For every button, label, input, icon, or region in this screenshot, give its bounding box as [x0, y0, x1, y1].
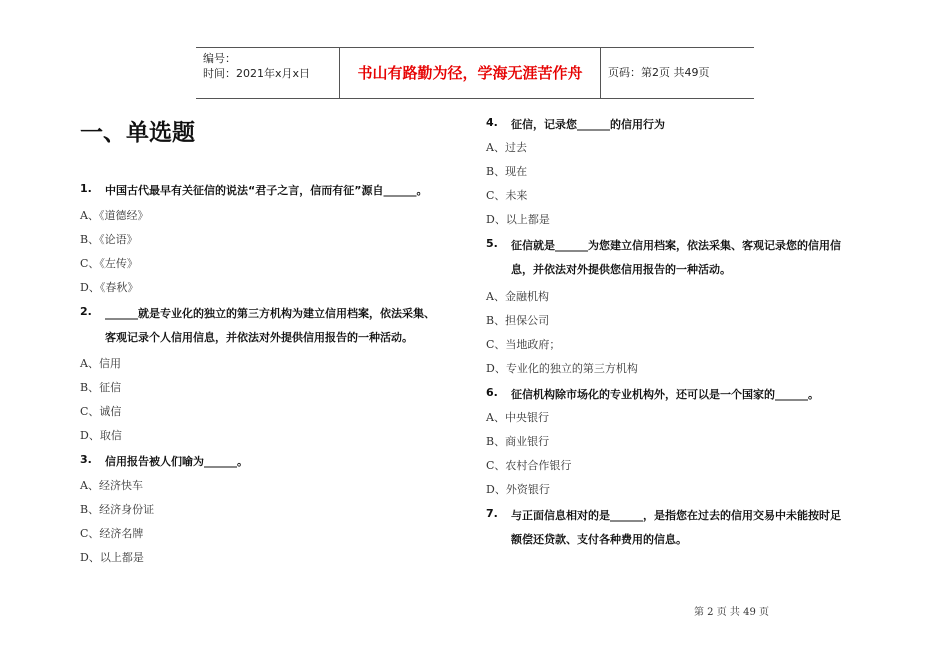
option-a: A、《道德经》 [80, 209, 149, 222]
header-meta [203, 51, 310, 81]
option-b: B、商业银行 [486, 435, 550, 448]
question-text: ______就是专业化的独立的第三方机构为建立信用档案，依法采集、 [105, 307, 435, 320]
question-text: 中国古代最早有关征信的说法“君子之言，信而有征”源自______。 [105, 184, 428, 197]
option-a: A、信用 [80, 357, 121, 370]
option-d: D、以上都是 [486, 213, 550, 226]
option-c: C、未来 [486, 189, 528, 202]
question-number: 3. [80, 453, 92, 466]
page-number-label: 页码：第2页 共49页 [608, 66, 710, 79]
question-number: 4. [486, 116, 498, 129]
header-motto: 书山有路勤为径，学海无涯苦作舟 [357, 64, 583, 82]
question-number: 6. [486, 386, 498, 399]
question-text-cont: 额偿还贷款、支付各种费用的信息。 [511, 533, 687, 546]
number-label: 编号： [203, 52, 236, 65]
question-text: 信用报告被人们喻为______。 [105, 455, 248, 468]
question-text-cont: 客观记录个人信用信息，并依法对外提供信用报告的一种活动。 [105, 331, 413, 344]
option-d: D、《春秋》 [80, 281, 139, 294]
option-d: D、以上都是 [80, 551, 144, 564]
question-text: 征信，记录您______的信用行为 [511, 118, 665, 131]
option-a: A、经济快车 [80, 479, 143, 492]
option-c: C、农村合作银行 [486, 459, 572, 472]
question-text-cont: 息，并依法对外提供您信用报告的一种活动。 [511, 263, 731, 276]
question-number: 1. [80, 182, 92, 195]
question-text: 征信机构除市场化的专业机构外，还可以是一个国家的______。 [511, 388, 819, 401]
option-d: D、取信 [80, 429, 122, 442]
question-number: 5. [486, 237, 498, 250]
option-d: D、外资银行 [486, 483, 550, 496]
section-title: 一、单选题 [80, 120, 195, 146]
option-a: A、金融机构 [486, 290, 549, 303]
option-d: D、专业化的独立的第三方机构 [486, 362, 638, 375]
option-b: B、现在 [486, 165, 528, 178]
page-footer: 第 2 页 共 49 页 [694, 607, 769, 618]
option-c: C、诚信 [80, 405, 122, 418]
option-c: C、经济名牌 [80, 527, 144, 540]
option-a: A、中央银行 [486, 411, 549, 424]
option-a: A、过去 [486, 141, 527, 154]
question-text: 征信就是______为您建立信用档案，依法采集、客观记录您的信用信 [511, 239, 841, 252]
option-b: B、经济身份证 [80, 503, 155, 516]
question-number: 2. [80, 305, 92, 318]
option-c: C、《左传》 [80, 257, 138, 270]
header-divider [600, 48, 601, 98]
page-header [196, 47, 754, 99]
question-number: 7. [486, 507, 498, 520]
option-c: C、当地政府； [486, 338, 561, 351]
option-b: B、担保公司 [486, 314, 550, 327]
time-label: 时间：2021年x月x日 [203, 67, 311, 80]
option-b: B、征信 [80, 381, 122, 394]
question-text: 与正面信息相对的是______，是指您在过去的信用交易中未能按时足 [511, 509, 841, 522]
option-b: B、《论语》 [80, 233, 138, 246]
